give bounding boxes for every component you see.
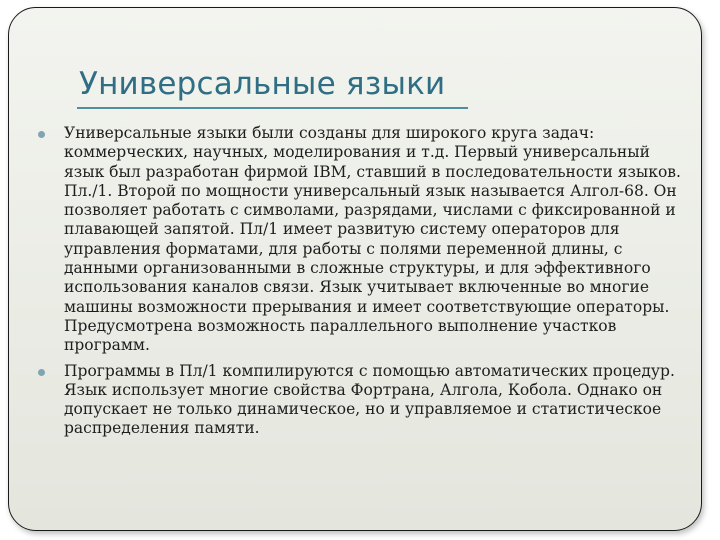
bullet-dot-icon [38, 131, 45, 138]
bullet-item [33, 362, 683, 439]
bullet-text: Универсальные языки были созданы для широкого круга задач: коммерческих, научных, моделирования и т.д. Первый универсальный язык был разработан фирмой IBM, ставший в последовательности языков. Пл./1. Второй по мощности универсальный язык называется Алгол-68. Он позволяет работать с символами, разрядами, числами с фиксированной и плавающей запятой. Пл/1 имеет развитую систему операторов для управления форматами, для работы с полями переменной длины, с данными организованными в сложные структуры, и для эффективного использования каналов связи. Язык учитывает включенные во многие машины возможности прерывания и имеет соответствующие операторы. Предусмотрена возможность параллельного выполнение участков программ. [64, 124, 681, 355]
slide-title: Универсальные языки [79, 66, 446, 102]
bullet-text: Программы в Пл/1 компилируются с помощью автоматических процедур. Язык использует многие свойства Фортрана, Алгола, Кобола. Однако он допускает не только динамическое, но и управляемое и статистическое распределения памяти. [64, 361, 675, 438]
bullet-dot-icon [38, 369, 45, 376]
title-underline [77, 107, 468, 109]
slide-frame [8, 7, 702, 531]
bullet-item [33, 124, 683, 356]
slide-body [33, 124, 683, 445]
